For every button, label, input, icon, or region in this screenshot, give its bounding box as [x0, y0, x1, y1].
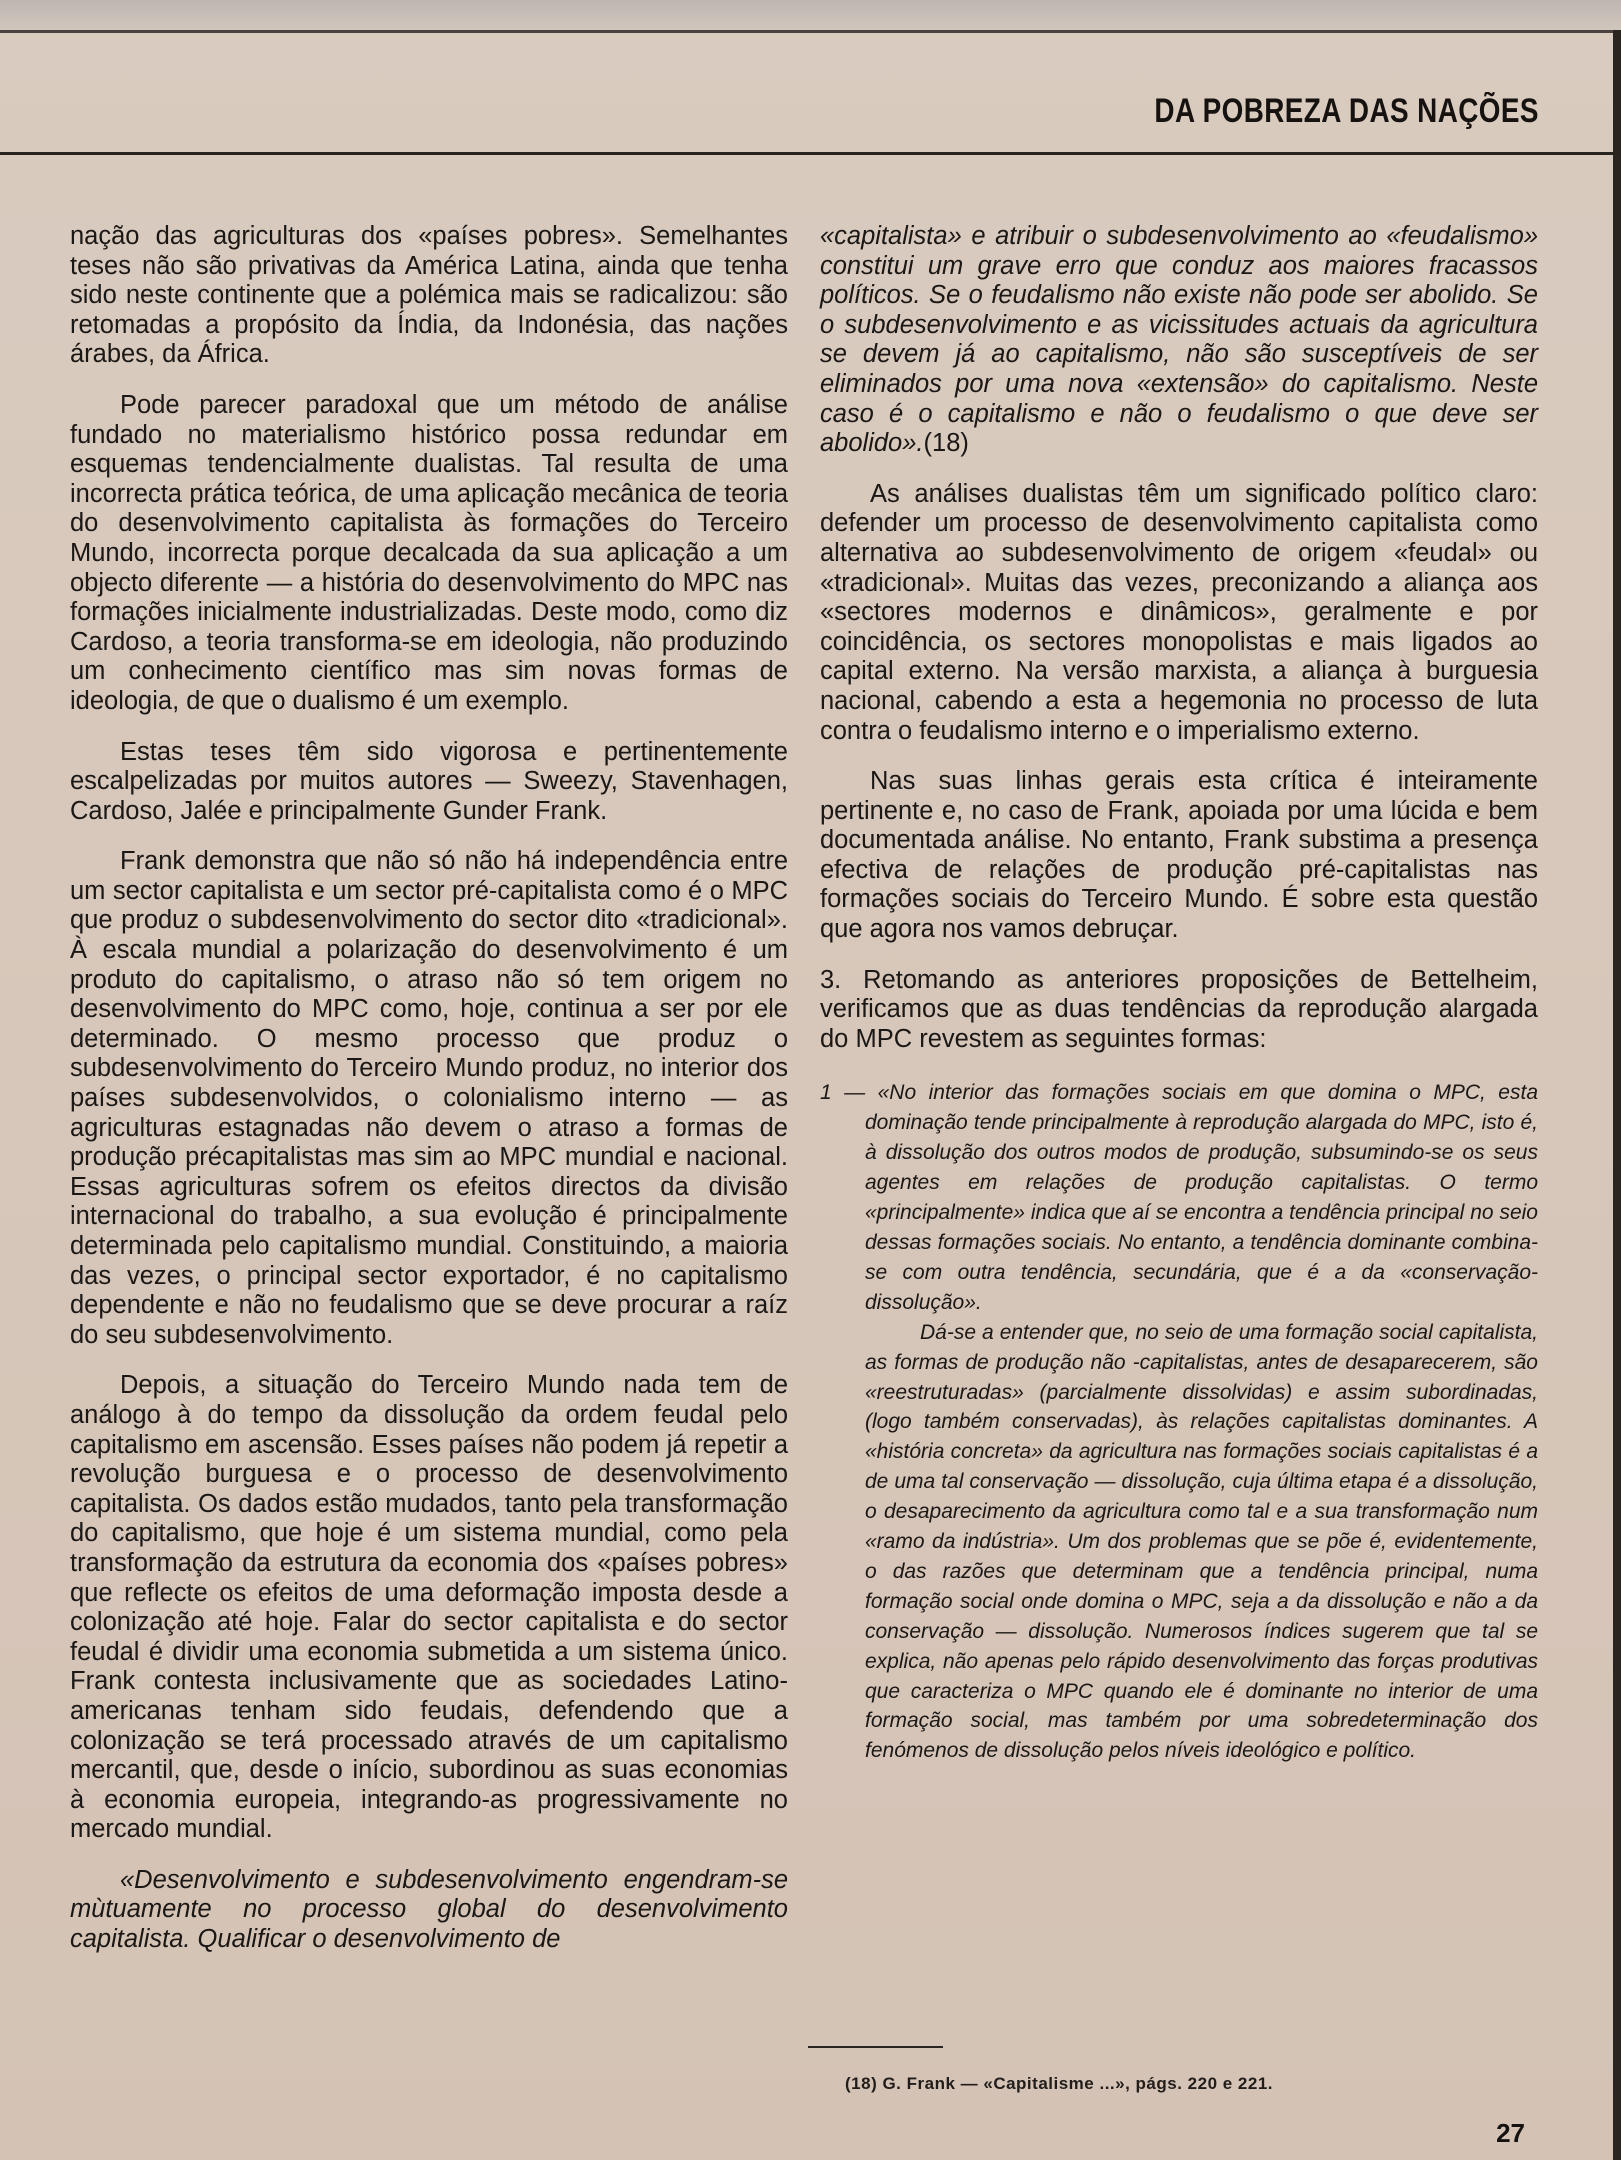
paragraph: As análises dualistas têm um significado político claro: defender um processo de desenvolvimento capitalista como alternativa ao subdesenvolvimento de origem «feudal» ou «tradicional». Muitas das vezes, preconizando a aliança aos «sectores modernos e dinâmicos», geralmente e por coincidência, os sectores monopolistas e mais ligados ao capital externo. Na versão marxista, a aliança à burguesia nacional, cabendo a esta a hegemonia no processo de luta contra o feudalismo interno e o imperialismo externo.: [820, 479, 1538, 745]
scan-right-edge: [1613, 30, 1621, 2160]
footnote-reference: (18): [923, 429, 969, 458]
paragraph: nação das agriculturas dos «países pobres». Semelhantes teses não são privativas da América Latina, ainda que tenha sido neste continente que a polémica mais se radicalizou: são retomadas a propósito da Índia, da Indonésia, das nações árabes, da África.: [70, 222, 788, 369]
footnote-rule: [808, 2046, 943, 2048]
paragraph: Frank demonstra que não só não há independência entre um sector capitalista e um sector pré-capitalista como é o MPC que produz o subdesenvolvimento do sector dito «tradicional». À escala mundial a polarização do desenvolvimento é um produto do capitalismo, o atraso não só tem origem no desenvolvimento do MPC como, hoje, continua a ser por ele determinado. O mesmo processo que produz o subdesenvolvimento do Terceiro Mundo produz, no interior dos países subdesenvolvidos, o colonialismo interno — as agriculturas estagnadas não devem o atraso a formas de produção précapitalistas mas sim ao MPC mundial e nacional. Essas agriculturas sofrem os efeitos directos da divisão internacional do trabalho, a sua evolução é principalmente determinada pelo capitalismo mundial. Constituindo, a maioria das vezes, o principal sector exportador, é no capitalismo dependente e não no feudalismo que se deve procurar a raíz do seu subdesenvolvimento.: [70, 847, 788, 1349]
block-quotation: [820, 1078, 1538, 1766]
scan-top-edge: [0, 0, 1621, 33]
paragraph: Pode parecer paradoxal que um método de análise fundado no materialismo histórico possa redundar em esquemas tendencialmente dualistas. Tal resulta de uma incorrecta prática teórica, de uma aplicação mecânica de teoria do desenvolvimento capitalista às formações do Terceiro Mundo, incorrecta porque decalcada da sua aplicação a um objecto diferente — a história do desenvolvimento do MPC nas formações inicialmente industrializadas. Deste modo, como diz Cardoso, a teoria transforma-se em ideologia, não produzindo um conhecimento científico mas sim novas formas de ideologia, de que o dualismo é um exemplo.: [70, 390, 788, 715]
paragraph: Nas suas linhas gerais esta crítica é inteiramente pertinente e, no caso de Frank, apoiada por uma lúcida e bem documentada análise. No entanto, Frank substima a presença efectiva de relações de produção pré-capitalistas nas formações sociais do Terceiro Mundo. É sobre esta questão que agora nos vamos debruçar.: [820, 767, 1538, 944]
footnote: (18) G. Frank — «Capitalisme ...», págs. 220 e 221.: [845, 2074, 1274, 2093]
paragraph: Depois, a situação do Terceiro Mundo nada tem de análogo à do tempo da dissolução da ordem feudal pelo capitalismo em ascensão. Esses países não podem já repetir a revolução burguesa e o processo de desenvolvimento capitalista. Os dados estão mudados, tanto pela transformação do capitalismo, que hoje é um sistema mundial, como pela transformação da estrutura da economia dos «países pobres» que reflecte os efeitos de uma deformação imposta desde a colonização até hoje. Falar do sector capitalista e do sector feudal é dividir uma economia submetida a um sistema único. Frank contesta inclusivamente que as sociedades Latino-americanas tenham sido feudais, defendendo que a colonização se terá processado através de um capitalismo mercantil, que, desde o início, subordinou as suas economias à economia europeia, integrando-as progressivamente no mercado mundial.: [70, 1371, 788, 1844]
right-column: [820, 222, 1538, 1766]
quotation-continuation: Dá-se a entender que, no seio de uma formação social capitalista, as formas de produção não -capitalistas, antes de desaparecerem, são «reestruturadas» (parcialmente dissolvidas) e assim subordinadas, (logo também conservadas), às relações capitalistas dominantes. A «história concreta» da agricultura nas formações sociais capitalistas é a de uma tal conservação — dissolução, cuja última etapa é a dissolução, o desaparecimento da agricultura como tal e a sua transformação num «ramo da indústria». Um dos problemas que se põe é, evidentemente, o das razões que determinam que a tendência principal, numa formação social onde domina o MPC, seja a da dissolução e não a da conservação — dissolução. Numerosos índices sugerem que tal se explica, não apenas pelo rápido desenvolvimento das forças produtivas que caracteriza o MPC quando ele é dominante no interior de uma formação social, mas também por uma sobredeterminação dos fenómenos de dissolução pelos níveis ideológico e político.: [865, 1320, 1538, 1763]
quotation-paragraph: [820, 222, 1538, 459]
page-number: 27: [1496, 2118, 1525, 2148]
quotation-item: 1 — «No interior das formações sociais em que domina o MPC, esta dominação tende principalmente à reprodução alargada do MPC, isto é, à dissolução dos outros modos de produção, subsumindo-se os seus agentes em relações de produção capitalistas. O termo «principalmente» indica que aí se encontra a tendência principal no seio dessas formações sociais. No entanto, a tendência dominante combina-se com outra tendência, secundária, que é a da «conservação-dissolução».: [820, 1081, 1538, 1314]
running-header: DA POBREZA DAS NAÇÕES: [1154, 92, 1539, 130]
left-column: [70, 222, 788, 1955]
section-paragraph: 3. Retomando as anteriores proposições de Bettelheim, verificamos que as duas tendências da reprodução alargada do MPC revestem as seguintes formas:: [820, 965, 1538, 1053]
quotation-paragraph: «Desenvolvimento e subdesenvolvimento engendram-se mùtuamente no processo global do desenvolvimento capitalista. Qualificar o desenvolvimento de: [70, 1865, 788, 1954]
paragraph: Estas teses têm sido vigorosa e pertinentemente escalpelizadas por muitos autores — Sweezy, Stavenhagen, Cardoso, Jalée e principalmente Gunder Frank.: [70, 737, 788, 825]
header-rule: [0, 152, 1621, 155]
quotation-text: «capitalista» e atribuir o subdesenvolvimento ao «feudalismo» constitui um grave erro que conduz aos maiores fracassos políticos. Se o feudalismo não existe não pode ser abolido. Se o subdesenvolvimento e as vicissitudes actuais da agricultura se devem já ao capitalismo, não são susceptíveis de ser eliminados por uma nova «extensão» do capitalismo. Neste caso é o capitalismo e não o feudalismo o que deve ser abolido».: [820, 222, 1538, 458]
